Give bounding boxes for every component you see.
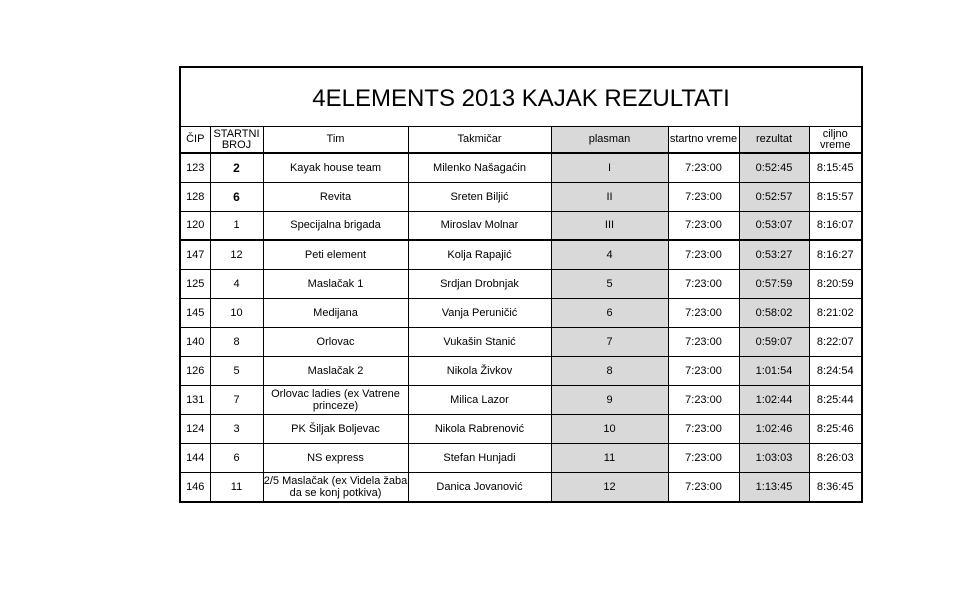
cell-startni-broj: 1	[210, 211, 263, 240]
cell-rezultat: 0:52:57	[739, 182, 809, 211]
cell-cip: 123	[181, 153, 210, 182]
cell-rezultat: 0:53:27	[739, 240, 809, 269]
cell-plasman: III	[551, 211, 668, 240]
results-table	[181, 127, 861, 501]
header-ciljno-vreme-line2: vreme	[819, 138, 851, 151]
cell-startni-broj: 6	[210, 182, 263, 211]
page-title: 4ELEMENTS 2013 KAJAK REZULTATI	[181, 68, 861, 127]
table-row	[181, 182, 861, 211]
header-rezultat: rezultat	[739, 127, 809, 153]
cell-takmicar: Vukašin Stanić	[408, 327, 551, 356]
table-header-row	[181, 127, 861, 153]
cell-rezultat: 1:02:44	[739, 385, 809, 414]
cell-plasman: 6	[551, 298, 668, 327]
results-sheet	[179, 66, 863, 503]
cell-startno-vreme: 7:23:00	[668, 443, 739, 472]
cell-cip: 124	[181, 414, 210, 443]
cell-ciljno-vreme: 8:25:44	[809, 385, 861, 414]
table-row	[181, 240, 861, 269]
cell-cip: 128	[181, 182, 210, 211]
cell-ciljno-vreme: 8:22:07	[809, 327, 861, 356]
cell-tim: Peti element	[263, 240, 408, 269]
cell-startno-vreme: 7:23:00	[668, 269, 739, 298]
cell-tim: Orlovac ladies (ex Vatrene princeze)	[263, 385, 408, 414]
table-row	[181, 472, 861, 501]
cell-takmicar: Nikola Živkov	[408, 356, 551, 385]
cell-rezultat: 1:02:46	[739, 414, 809, 443]
cell-takmicar: Danica Jovanović	[408, 472, 551, 501]
cell-tim: Orlovac	[263, 327, 408, 356]
cell-startno-vreme: 7:23:00	[668, 182, 739, 211]
cell-startni-broj: 4	[210, 269, 263, 298]
cell-startni-broj: 6	[210, 443, 263, 472]
cell-ciljno-vreme: 8:16:27	[809, 240, 861, 269]
cell-rezultat: 1:13:45	[739, 472, 809, 501]
cell-takmicar: Stefan Hunjadi	[408, 443, 551, 472]
cell-plasman: 7	[551, 327, 668, 356]
cell-startno-vreme: 7:23:00	[668, 211, 739, 240]
cell-rezultat: 0:58:02	[739, 298, 809, 327]
cell-cip: 146	[181, 472, 210, 501]
cell-ciljno-vreme: 8:36:45	[809, 472, 861, 501]
cell-takmicar: Vanja Peruničić	[408, 298, 551, 327]
cell-cip: 140	[181, 327, 210, 356]
cell-tim: Medijana	[263, 298, 408, 327]
cell-plasman: II	[551, 182, 668, 211]
table-row	[181, 298, 861, 327]
cell-cip: 147	[181, 240, 210, 269]
cell-cip: 144	[181, 443, 210, 472]
table-row	[181, 269, 861, 298]
cell-plasman: 8	[551, 356, 668, 385]
cell-ciljno-vreme: 8:20:59	[809, 269, 861, 298]
header-startni-broj-line2: BROJ	[221, 138, 252, 151]
cell-takmicar: Milica Lazor	[408, 385, 551, 414]
cell-startni-broj: 3	[210, 414, 263, 443]
cell-takmicar: Kolja Rapajić	[408, 240, 551, 269]
cell-tim: Specijalna brigada	[263, 211, 408, 240]
header-startno-vreme: startno vreme	[668, 127, 739, 153]
cell-startni-broj: 8	[210, 327, 263, 356]
cell-startno-vreme: 7:23:00	[668, 356, 739, 385]
cell-cip: 131	[181, 385, 210, 414]
cell-takmicar: Srdjan Drobnjak	[408, 269, 551, 298]
cell-tim: Maslačak 1	[263, 269, 408, 298]
cell-startni-broj: 10	[210, 298, 263, 327]
header-cip: ČIP	[181, 127, 210, 153]
cell-ciljno-vreme: 8:21:02	[809, 298, 861, 327]
cell-cip: 126	[181, 356, 210, 385]
table-row	[181, 153, 861, 182]
table-row	[181, 327, 861, 356]
table-row	[181, 385, 861, 414]
cell-tim: Maslačak 2	[263, 356, 408, 385]
cell-startni-broj: 7	[210, 385, 263, 414]
table-row	[181, 356, 861, 385]
cell-startni-broj: 12	[210, 240, 263, 269]
cell-ciljno-vreme: 8:26:03	[809, 443, 861, 472]
header-ciljno-vreme-line1: ciljno	[822, 127, 848, 140]
cell-tim: NS express	[263, 443, 408, 472]
cell-rezultat: 0:53:07	[739, 211, 809, 240]
table-row	[181, 414, 861, 443]
cell-takmicar: Milenko Našagaćin	[408, 153, 551, 182]
cell-rezultat: 0:52:45	[739, 153, 809, 182]
cell-ciljno-vreme: 8:15:45	[809, 153, 861, 182]
cell-startni-broj: 11	[210, 472, 263, 501]
cell-tim: PK Šiljak Boljevac	[263, 414, 408, 443]
cell-takmicar: Miroslav Molnar	[408, 211, 551, 240]
cell-plasman: 9	[551, 385, 668, 414]
cell-plasman: 11	[551, 443, 668, 472]
header-startni-broj-line1: STARTNI	[213, 127, 260, 140]
cell-rezultat: 1:03:03	[739, 443, 809, 472]
header-tim: Tim	[263, 127, 408, 153]
cell-ciljno-vreme: 8:24:54	[809, 356, 861, 385]
cell-rezultat: 0:57:59	[739, 269, 809, 298]
cell-ciljno-vreme: 8:16:07	[809, 211, 861, 240]
cell-plasman: I	[551, 153, 668, 182]
cell-plasman: 5	[551, 269, 668, 298]
cell-tim: Revita	[263, 182, 408, 211]
header-ciljno-vreme	[809, 127, 861, 153]
cell-cip: 125	[181, 269, 210, 298]
cell-startno-vreme: 7:23:00	[668, 327, 739, 356]
cell-plasman: 12	[551, 472, 668, 501]
cell-tim: 2/5 Maslačak (ex Videla žaba da se konj potkiva)	[263, 472, 408, 501]
cell-plasman: 10	[551, 414, 668, 443]
header-startni-broj	[210, 127, 263, 153]
cell-startno-vreme: 7:23:00	[668, 385, 739, 414]
table-row	[181, 443, 861, 472]
cell-startno-vreme: 7:23:00	[668, 298, 739, 327]
cell-takmicar: Sreten Biljić	[408, 182, 551, 211]
cell-startno-vreme: 7:23:00	[668, 153, 739, 182]
cell-tim: Kayak house team	[263, 153, 408, 182]
cell-ciljno-vreme: 8:15:57	[809, 182, 861, 211]
cell-cip: 120	[181, 211, 210, 240]
cell-startni-broj: 2	[210, 153, 263, 182]
cell-startni-broj: 5	[210, 356, 263, 385]
table-row	[181, 211, 861, 240]
header-plasman: plasman	[551, 127, 668, 153]
cell-takmicar: Nikola Rabrenović	[408, 414, 551, 443]
cell-startno-vreme: 7:23:00	[668, 240, 739, 269]
cell-cip: 145	[181, 298, 210, 327]
cell-startno-vreme: 7:23:00	[668, 414, 739, 443]
cell-rezultat: 0:59:07	[739, 327, 809, 356]
cell-ciljno-vreme: 8:25:46	[809, 414, 861, 443]
cell-plasman: 4	[551, 240, 668, 269]
cell-startno-vreme: 7:23:00	[668, 472, 739, 501]
header-takmicar: Takmičar	[408, 127, 551, 153]
cell-rezultat: 1:01:54	[739, 356, 809, 385]
